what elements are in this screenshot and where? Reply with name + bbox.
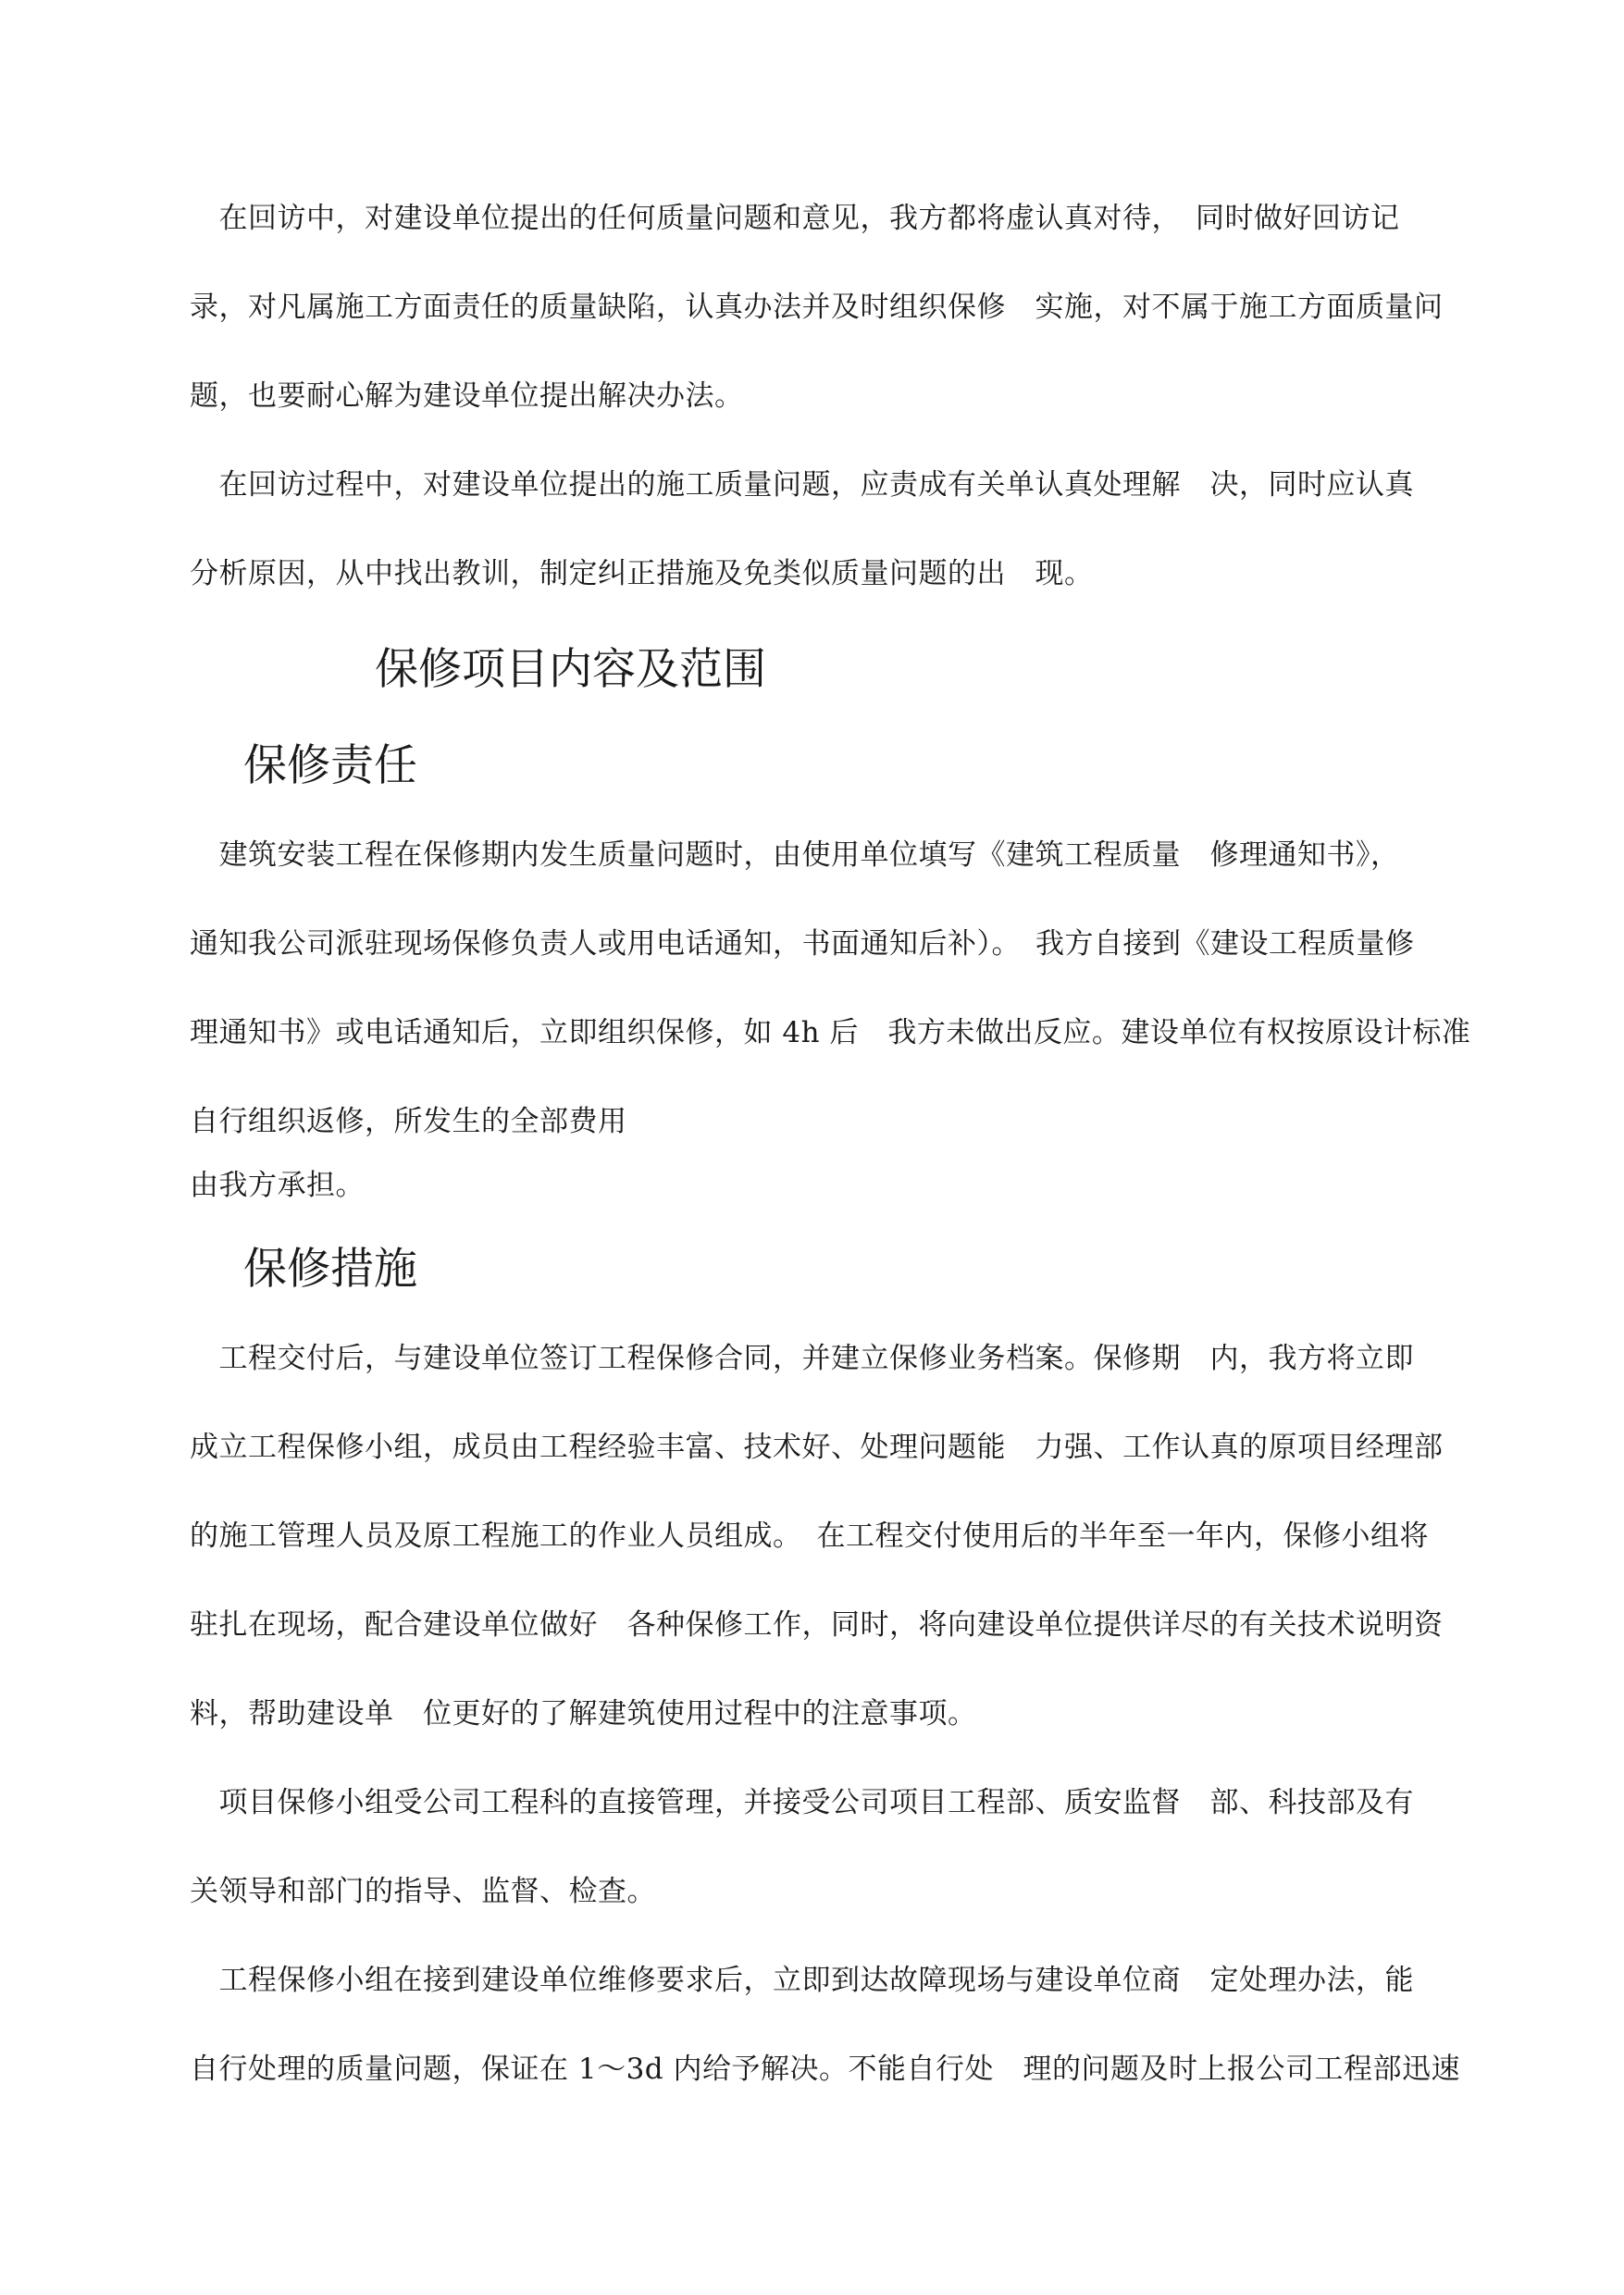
paragraph-line: 建筑安装工程在保修期内发生质量问题时，由使用单位填写《建筑工程质量 修理通知书》， — [190, 838, 1400, 872]
paragraph-line: 分析原因，从中找出教训，制定纠正措施及免类似质量问题的出 现。 — [190, 557, 1094, 590]
paragraph-line: 自行处理的质量问题，保证在 1～3d 内给予解决。不能自行处 理的问题及时上报公司工程部迅速 — [190, 2053, 1460, 2086]
paragraph-line: 项目保修小组受公司工程科的直接管理，并接受公司项目工程部、质安监督 部、科技部及有 — [190, 1786, 1414, 1819]
paragraph-line: 题，也要耐心解为建设单位提出解决办法。 — [190, 379, 744, 413]
paragraph-line: 关领导和部门的指导、监督、检查。 — [190, 1875, 656, 1908]
section-heading-measures: 保修措施 — [243, 1244, 417, 1295]
paragraph-line: 在回访过程中，对建设单位提出的施工质量问题，应责成有关单认真处理解 决，同时应认真 — [190, 468, 1414, 502]
paragraph-line: 理通知书》或电话通知后，立即组织保修，如 4h 后 我方未做出反应。建设单位有权按原设计标准 — [190, 1016, 1471, 1049]
paragraph-line: 料，帮助建设单 位更好的了解建筑使用过程中的注意事项。 — [190, 1697, 977, 1731]
paragraph-line: 通知我公司派驻现场保修负责人或用电话通知，书面通知后补）。 我方自接到《建设工程质量修 — [190, 927, 1415, 961]
paragraph-line: 自行组织返修，所发生的全部费用 — [190, 1105, 627, 1138]
paragraph-line: 驻扎在现场，配合建设单位做好 各种保修工作，同时，将向建设单位提供详尽的有关技术说明资 — [190, 1608, 1444, 1642]
section-heading-responsibility: 保修责任 — [243, 740, 417, 791]
paragraph-line: 成立工程保修小组，成员由工程经验丰富、技术好、处理问题能 力强、工作认真的原项目经理部 — [190, 1431, 1444, 1464]
paragraph-line: 在回访中，对建设单位提出的任何质量问题和意见，我方都将虚认真对待， 同时做好回访记 — [190, 202, 1400, 235]
main-heading: 保修项目内容及范围 — [375, 644, 766, 695]
paragraph-line: 由我方承担。 — [190, 1169, 365, 1202]
paragraph-line: 工程保修小组在接到建设单位维修要求后，立即到达故障现场与建设单位商 定处理办法，能 — [190, 1964, 1414, 1997]
paragraph-line: 录，对凡属施工方面责任的质量缺陷，认真办法并及时组织保修 实施，对不属于施工方面质量问 — [190, 291, 1444, 324]
paragraph-line: 工程交付后，与建设单位签订工程保修合同，并建立保修业务档案。保修期 内，我方将立即 — [190, 1342, 1414, 1375]
paragraph-line: 的施工管理人员及原工程施工的作业人员组成。 在工程交付使用后的半年至一年内，保修小组将 — [190, 1520, 1429, 1553]
